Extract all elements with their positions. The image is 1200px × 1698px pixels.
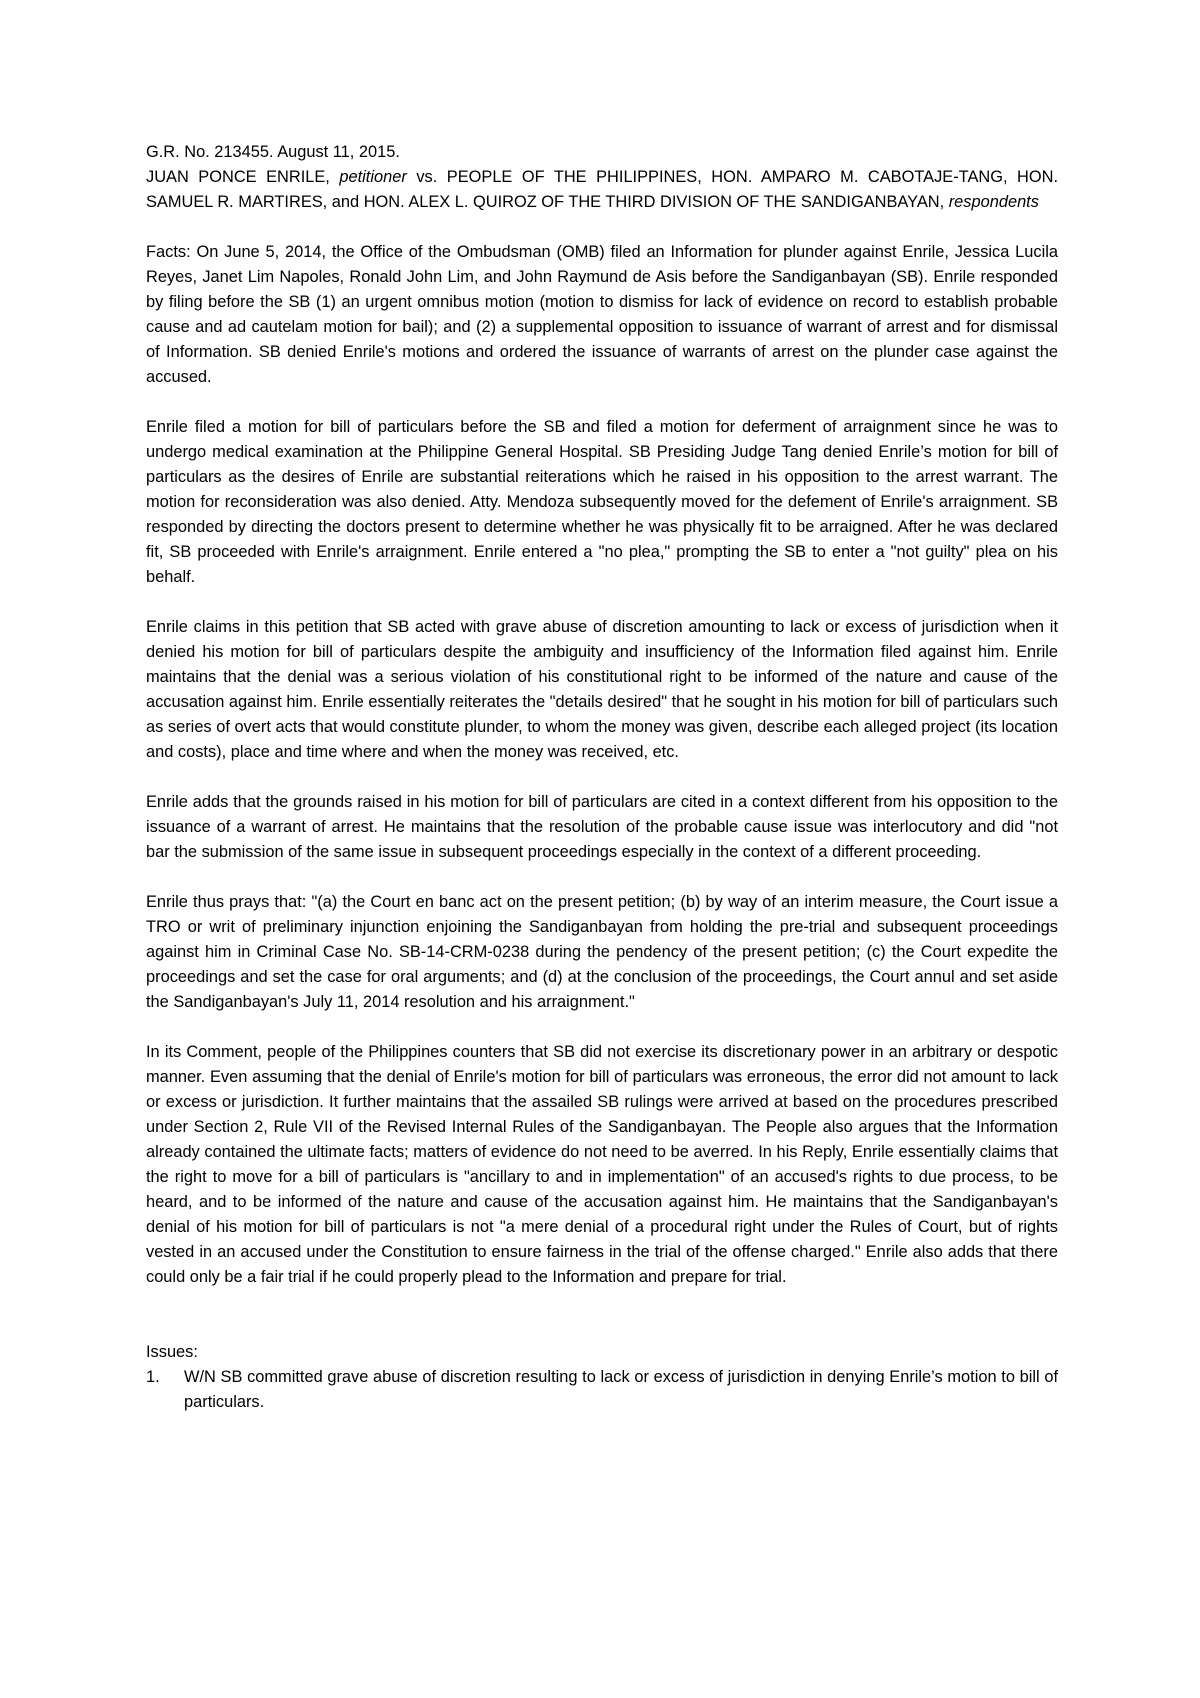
petitioner-name: JUAN PONCE ENRILE,: [146, 168, 330, 186]
document-page: [146, 140, 1058, 1415]
case-header: G.R. No. 213455. August 11, 2015.: [146, 143, 400, 161]
versus-respondents: vs. PEOPLE OF THE PHILIPPINES, HON. AMPARO M. CABOTAJE-TANG, HON. SAMUEL R. MARTIRES, and HON. ALEX L. QUIROZ OF THE THIRD DIVISION OF THE SANDIGANBAYAN,: [146, 168, 1058, 211]
respondents-role: respondents: [948, 193, 1039, 211]
issue-number: 1.: [146, 1368, 160, 1386]
issue-text: W/N SB committed grave abuse of discretion resulting to lack or excess of jurisdiction in denying Enrile’s motion to bill of particulars.: [184, 1368, 1058, 1411]
comment-reply-paragraph: In its Comment, people of the Philippines counters that SB did not exercise its discretionary power in an arbitrary or despotic manner. Even assuming that the denial of Enrile's motion for bill of particulars was erroneous, the error did not amount to lack or excess or jurisdiction. It further maintains that the assailed SB rulings were arrived at based on the procedures prescribed under Section 2, Rule VII of the Revised Internal Rules of the Sandiganbayan. The People also argues that the Information already contained the ultimate facts; matters of evidence do not need to be averred. In his Reply, Enrile essentially claims that the right to move for a bill of particulars is "ancillary to and in implementation" of an accused's rights to due process, to be heard, and to be informed of the nature and cause of the accusation against him. He maintains that the Sandiganbayan's denial of his motion for bill of particulars is not "a mere denial of a procedural right under the Rules of Court, but of rights vested in an accused under the Constitution to ensure fairness in the trial of the offense charged." Enrile also adds that there could only be a fair trial if he could properly plead to the Information and prepare for trial.: [146, 1043, 1058, 1286]
petition-claims-paragraph: Enrile claims in this petition that SB acted with grave abuse of discretion amounting to lack or excess of jurisdiction when it denied his motion for bill of particulars despite the ambiguity and insufficiency of the Information filed against him. Enrile maintains that the denial was a serious violation of his constitutional right to be informed of the nature and cause of the accusation against him. Enrile essentially reiterates the "details desired" that he sought in his motion for bill of particulars such as series of overt acts that would constitute plunder, to whom the money was given, describe each alleged project (its location and costs), place and time where and when the money was received, etc.: [146, 618, 1058, 761]
issues-heading: Issues:: [146, 1343, 198, 1361]
grounds-paragraph: Enrile adds that the grounds raised in his motion for bill of particulars are cited in a context different from his opposition to the issuance of a warrant of arrest. He maintains that the resolution of the probable cause issue was interlocutory and did "not bar the submission of the same issue in subsequent proceedings especially in the context of a different proceeding.: [146, 793, 1058, 861]
issue-item: [146, 1365, 1058, 1415]
petitioner-role: petitioner: [339, 168, 407, 186]
case-caption: [146, 140, 1058, 215]
bill-of-particulars-paragraph: Enrile filed a motion for bill of particulars before the SB and filed a motion for deferment of arraignment since he was to undergo medical examination at the Philippine General Hospital. SB Presiding Judge Tang denied Enrile’s motion for bill of particulars as the desires of Enrile are substantial reiterations which he raised in his opposition to the arrest warrant. The motion for reconsideration was also denied. Atty. Mendoza subsequently moved for the defement of Enrile's arraignment. SB responded by directing the doctors present to determine whether he was physically fit to be arraigned. After he was declared fit, SB proceeded with Enrile's arraignment. Enrile entered a "no plea," prompting the SB to enter a "not guilty" plea on his behalf.: [146, 418, 1058, 586]
issues-list: [146, 1365, 1058, 1415]
prayer-paragraph: Enrile thus prays that: "(a) the Court en banc act on the present petition; (b) by way of an interim measure, the Court issue a TRO or writ of preliminary injunction enjoining the Sandiganbayan from holding the pre-trial and subsequent proceedings against him in Criminal Case No. SB-14-CRM-0238 during the pendency of the present petition; (c) the Court expedite the proceedings and set the case for oral arguments; and (d) at the conclusion of the proceedings, the Court annul and set aside the Sandiganbayan's July 11, 2014 resolution and his arraignment.": [146, 893, 1058, 1011]
facts-paragraph: Facts: On June 5, 2014, the Office of the Ombudsman (OMB) filed an Information for plunder against Enrile, Jessica Lucila Reyes, Janet Lim Napoles, Ronald John Lim, and John Raymund de Asis before the Sandiganbayan (SB). Enrile responded by filing before the SB (1) an urgent omnibus motion (motion to dismiss for lack of evidence on record to establish probable cause and ad cautelam motion for bail); and (2) a supplemental opposition to issuance of warrant of arrest and for dismissal of Information. SB denied Enrile's motions and ordered the issuance of warrants of arrest on the plunder case against the accused.: [146, 243, 1058, 386]
